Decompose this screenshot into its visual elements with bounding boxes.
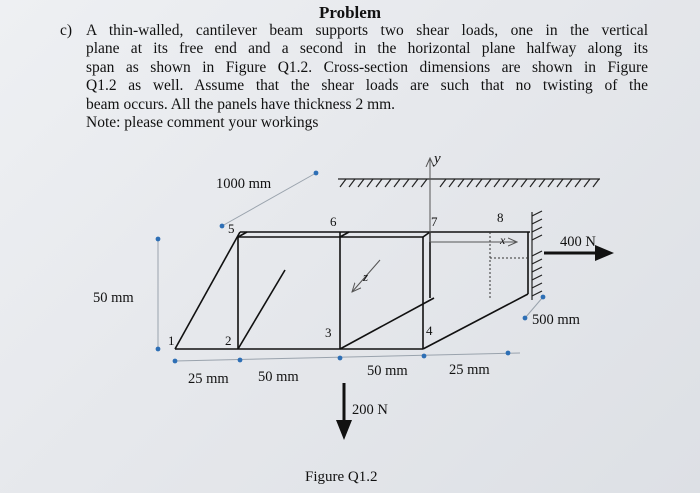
node-label: 7 — [431, 214, 438, 229]
node-label: 6 — [330, 214, 337, 229]
beam-body — [175, 232, 530, 349]
figure-caption: Figure Q1.2 — [305, 469, 378, 485]
question-line: A thin-walled, cantilever beam supports two shear loads, one in the vertical — [86, 22, 648, 39]
dim-seg-1: 25 mm — [188, 371, 229, 387]
dim-seg-2: 50 mm — [258, 369, 299, 385]
node-label: 1 — [168, 333, 175, 348]
z-axis-label: z — [363, 269, 369, 284]
dim-height: 50 mm — [93, 290, 134, 306]
question-note: Note: please comment your workings — [86, 114, 319, 132]
node-label: 2 — [225, 333, 232, 348]
load-horizontal-label: 400 N — [560, 234, 596, 250]
load-vertical-arrow — [336, 383, 352, 440]
question-line: span as shown in Figure Q1.2. Cross-section dimensions are shown in Figure — [86, 58, 648, 76]
load-vertical-label: 200 N — [352, 402, 388, 418]
node-label: 8 — [497, 210, 504, 225]
dim-depth: 500 mm — [532, 312, 580, 328]
node-label: 5 — [228, 221, 235, 236]
x-axis-label: x — [500, 233, 506, 247]
dim-length: 1000 mm — [216, 176, 272, 192]
question-line: beam occurs. All the panels have thickness 2 mm. — [86, 95, 396, 113]
question-line: plane at its free end and a second in the horizontal plane halfway along its — [86, 40, 648, 58]
heading: Problem — [318, 3, 381, 22]
dimension-lines — [156, 171, 546, 364]
y-axis-label: y — [434, 151, 441, 167]
wall-hatching-right — [532, 211, 542, 300]
node-label: 3 — [325, 325, 332, 340]
question-label: c) — [60, 22, 73, 39]
dim-seg-3: 50 mm — [367, 363, 408, 379]
wall-hatching-top — [338, 179, 600, 187]
node-label: 4 — [426, 323, 433, 338]
dim-seg-4: 25 mm — [449, 362, 490, 378]
question-line: Q1.2 as well. Assume that the shear loads are such that no twisting of the — [86, 77, 648, 95]
